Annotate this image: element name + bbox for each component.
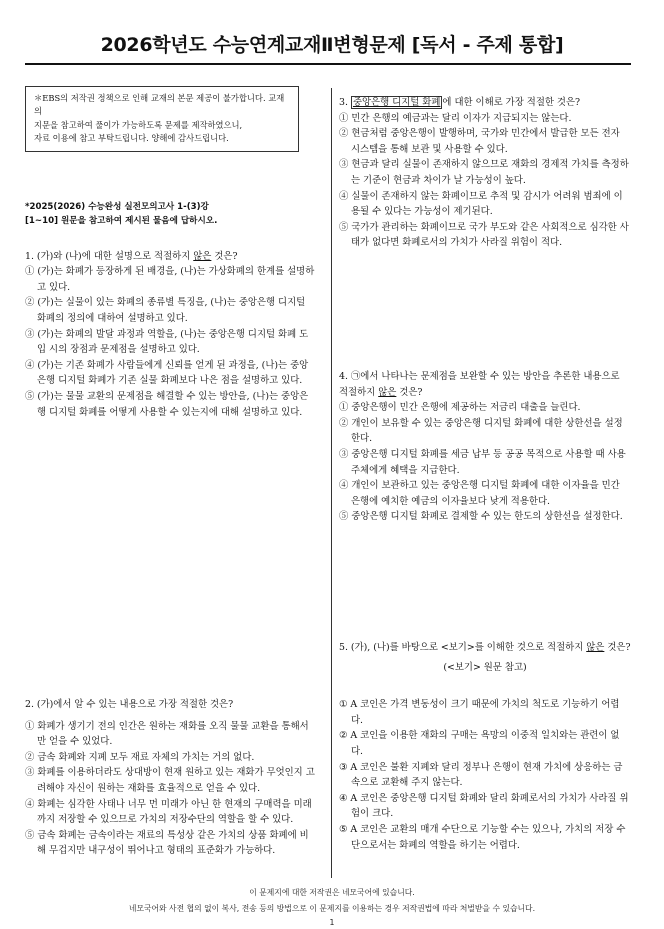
question-5-negation: 않은 <box>586 642 605 653</box>
question-5-stem-pre: 5. (가), (나)를 바탕으로 <보기>를 이해한 것으로 적절하지 <box>339 642 587 653</box>
question-4 <box>339 369 631 525</box>
question-1-stem <box>25 249 317 265</box>
notice-line: 자료 이용에 참고 부탁드립니다. 양해에 감사드립니다. <box>34 133 229 144</box>
question-4-stem <box>339 369 631 400</box>
question-1-stem-pre: 1. (가)와 (나)에 대한 설명으로 적절하지 <box>25 250 194 262</box>
question-1-option-5[interactable]: ⑤ (가)는 물물 교환의 문제점을 해결할 수 있는 방안을, (나)는 중앙은행 디지털 화폐를 어떻게 사용할 수 있는지에 대해 설명하고 있다. <box>25 390 309 418</box>
question-3-stem-post: 에 대한 이해로 가장 적절한 것은? <box>442 97 581 108</box>
question-2-option-1[interactable]: ① 화폐가 생기기 전의 인간은 원하는 재화를 오직 물물 교환을 통해서만 얻을 수 있었다. <box>25 720 309 748</box>
question-2 <box>25 697 317 859</box>
question-1-negation: 않은 <box>193 250 212 262</box>
copyright-notice-box <box>25 86 299 152</box>
right-column-q3 <box>339 95 631 251</box>
question-3-option-3[interactable]: ③ 현금과 달리 실물이 존재하지 않으므로 재화의 경제적 가치를 측정하는 기준이 현금과 차이가 날 가능성이 높다. <box>339 159 629 186</box>
question-3-stem <box>339 95 631 111</box>
right-column-q4 <box>339 369 631 525</box>
bogi-reference: (<보기> 원문 참고) <box>443 661 527 673</box>
question-3-option-1[interactable]: ① 민간 은행의 예금과는 달리 이자가 지급되지는 않는다. <box>339 112 572 124</box>
question-2-option-5[interactable]: ⑤ 금속 화폐는 금속이라는 재료의 특성상 같은 가치의 상품 화폐에 비해 무겁지만 내구성이 뛰어나고 형태의 표준화가 가능하다. <box>25 829 309 857</box>
question-3-option-4[interactable]: ④ 실물이 존재하지 않는 화폐이므로 추적 및 감시가 어려워 범죄에 이용될 수 있다는 가능성이 제기된다. <box>339 190 623 218</box>
question-2-stem: 2. (가)에서 알 수 있는 내용으로 가장 적절한 것은? <box>25 699 234 710</box>
question-4-option-3[interactable]: ③ 중앙은행 디지털 화폐를 세금 납부 등 공공 목적으로 사용할 때 사용 주체에게 혜택을 지급한다. <box>339 448 626 476</box>
question-4-option-1[interactable]: ① 중앙은행이 민간 은행에 제공하는 저금리 대출을 늘린다. <box>339 402 581 414</box>
page-number: 1 <box>329 918 335 927</box>
question-5 <box>339 640 631 853</box>
question-3-option-2[interactable]: ② 현금처럼 중앙은행이 발행하며, 국가와 민간에서 발급한 모든 전자 시스템을 통해 보관 및 사용할 수 있다. <box>339 128 620 155</box>
question-2-option-3[interactable]: ③ 화폐를 이용하더라도 상대방이 현재 원하고 있는 재화가 무엇인지 고려해야 자신이 원하는 재화를 효율적으로 얻을 수 있다. <box>25 767 315 794</box>
page-title: 2026학년도 수능연계교재Ⅱ변형문제 [독서 - 주제 통합] <box>100 34 564 56</box>
question-4-option-2[interactable]: ② 개인이 보유할 수 있는 중앙은행 디지털 화폐에 대한 상한선을 설정한다. <box>339 417 623 445</box>
right-column-q5 <box>339 640 631 853</box>
question-4-option-4[interactable]: ④ 개인이 보관하고 있는 중앙은행 디지털 화폐에 대한 이자율을 민간 은행에 예치한 예금의 이자율보다 낮게 적용한다. <box>339 480 620 507</box>
source-info: *2025(2026) 수능완성 실전모의고사 1-(3)강 <box>25 201 209 212</box>
question-1-stem-post: 것은? <box>211 250 238 262</box>
question-3-target-term: 중앙은행 디지털 화폐 <box>352 97 441 108</box>
left-column <box>25 86 317 420</box>
notice-line: ＊EBS의 저작권 정책으로 인해 교재의 본문 제공이 불가합니다. 교재의 <box>34 93 285 117</box>
copyright-warning: 네모국어와 사전 협의 없이 복사, 전송 등의 방법으로 이 문제지를 이용하는 경우 저작권법에 따라 처벌받을 수 있습니다. <box>128 904 536 913</box>
question-4-option-5[interactable]: ⑤ 중앙은행 디지털 화폐로 결제할 수 있는 한도의 상한선을 설정한다. <box>339 511 623 523</box>
question-1-option-1[interactable]: ① (가)는 화폐가 등장하게 된 배경을, (나)는 가상화폐의 한계를 설명하고 있다. <box>25 266 315 293</box>
question-5-option-5[interactable]: ⑤ A 코인은 교환의 매개 수단으로 기능할 수는 있으나, 가치의 저장 수단으로서는 화폐의 역할을 하기는 어렵다. <box>339 823 626 851</box>
question-4-stem-post: 것은? <box>396 386 423 398</box>
question-5-stem <box>339 640 631 656</box>
question-1-option-2[interactable]: ② (가)는 실물이 있는 화폐의 종류별 특징을, (나)는 중앙은행 디지털 화폐의 정의에 대하여 설명하고 있다. <box>25 297 306 324</box>
copyright-footer: 이 문제지에 대한 저작권은 네모국어에 있습니다. <box>249 888 415 897</box>
question-3 <box>339 95 631 251</box>
question-1-option-4[interactable]: ④ (가)는 기존 화폐가 사람들에게 신뢰를 얻게 된 과정을, (나)는 중앙은행 디지털 화폐가 기존 실물 화폐보다 나은 점을 설명하고 있다. <box>25 359 309 387</box>
question-5-option-2[interactable]: ② A 코인을 이용한 재화의 구매는 욕망의 이중적 일치와는 관련이 없다. <box>339 730 620 757</box>
question-5-option-3[interactable]: ③ A 코인은 불환 지폐와 달리 정부나 은행이 현재 가치에 상응하는 금속으로 교환해 주지 않는다. <box>339 761 623 789</box>
question-1-option-3[interactable]: ③ (가)는 화폐의 발달 과정과 역할을, (나)는 중앙은행 디지털 화폐 도입 시의 장점과 문제점을 설명하고 있다. <box>25 328 309 356</box>
question-2-option-2[interactable]: ② 금속 화폐와 지폐 모두 재료 자체의 가치는 거의 없다. <box>25 751 255 763</box>
question-3-option-5[interactable]: ⑤ 국가가 관리하는 화폐이므로 국가 부도와 같은 사회적으로 심각한 사태가 없다면 화폐로서의 가치가 사라질 위험이 적다. <box>339 221 629 249</box>
left-column-lower <box>25 697 317 859</box>
question-1 <box>25 249 317 421</box>
question-2-option-4[interactable]: ④ 화폐는 심각한 사태나 너무 먼 미래가 아닌 한 현재의 구매력을 미래까지 저장할 수 있으므로 가치의 저장수단의 역할을 할 수 있다. <box>25 798 312 826</box>
column-divider <box>331 88 332 878</box>
question-4-negation: 않은 <box>378 386 397 398</box>
question-3-stem-pre: 3. <box>339 97 351 108</box>
directions: [1~10] 원문을 참고하여 제시된 물음에 답하시오. <box>25 215 218 226</box>
question-4-stem-pre: 4. ㉠에서 나타나는 문제점을 보완할 수 있는 방안을 추론한 내용으로 적절하지 <box>339 371 620 398</box>
question-5-option-4[interactable]: ④ A 코인은 중앙은행 디지털 화폐와 달리 화폐로서의 가치가 사라질 위험이 크다. <box>339 792 629 820</box>
question-5-stem-post: 것은? <box>604 642 631 653</box>
question-5-option-1[interactable]: ① A 코인은 가격 변동성이 크기 때문에 가치의 척도로 기능하기 어렵다. <box>339 699 620 726</box>
notice-line: 지문을 참고하여 풀이가 가능하도록 문제를 제작하였으니, <box>34 119 243 130</box>
title-rule <box>25 63 631 65</box>
